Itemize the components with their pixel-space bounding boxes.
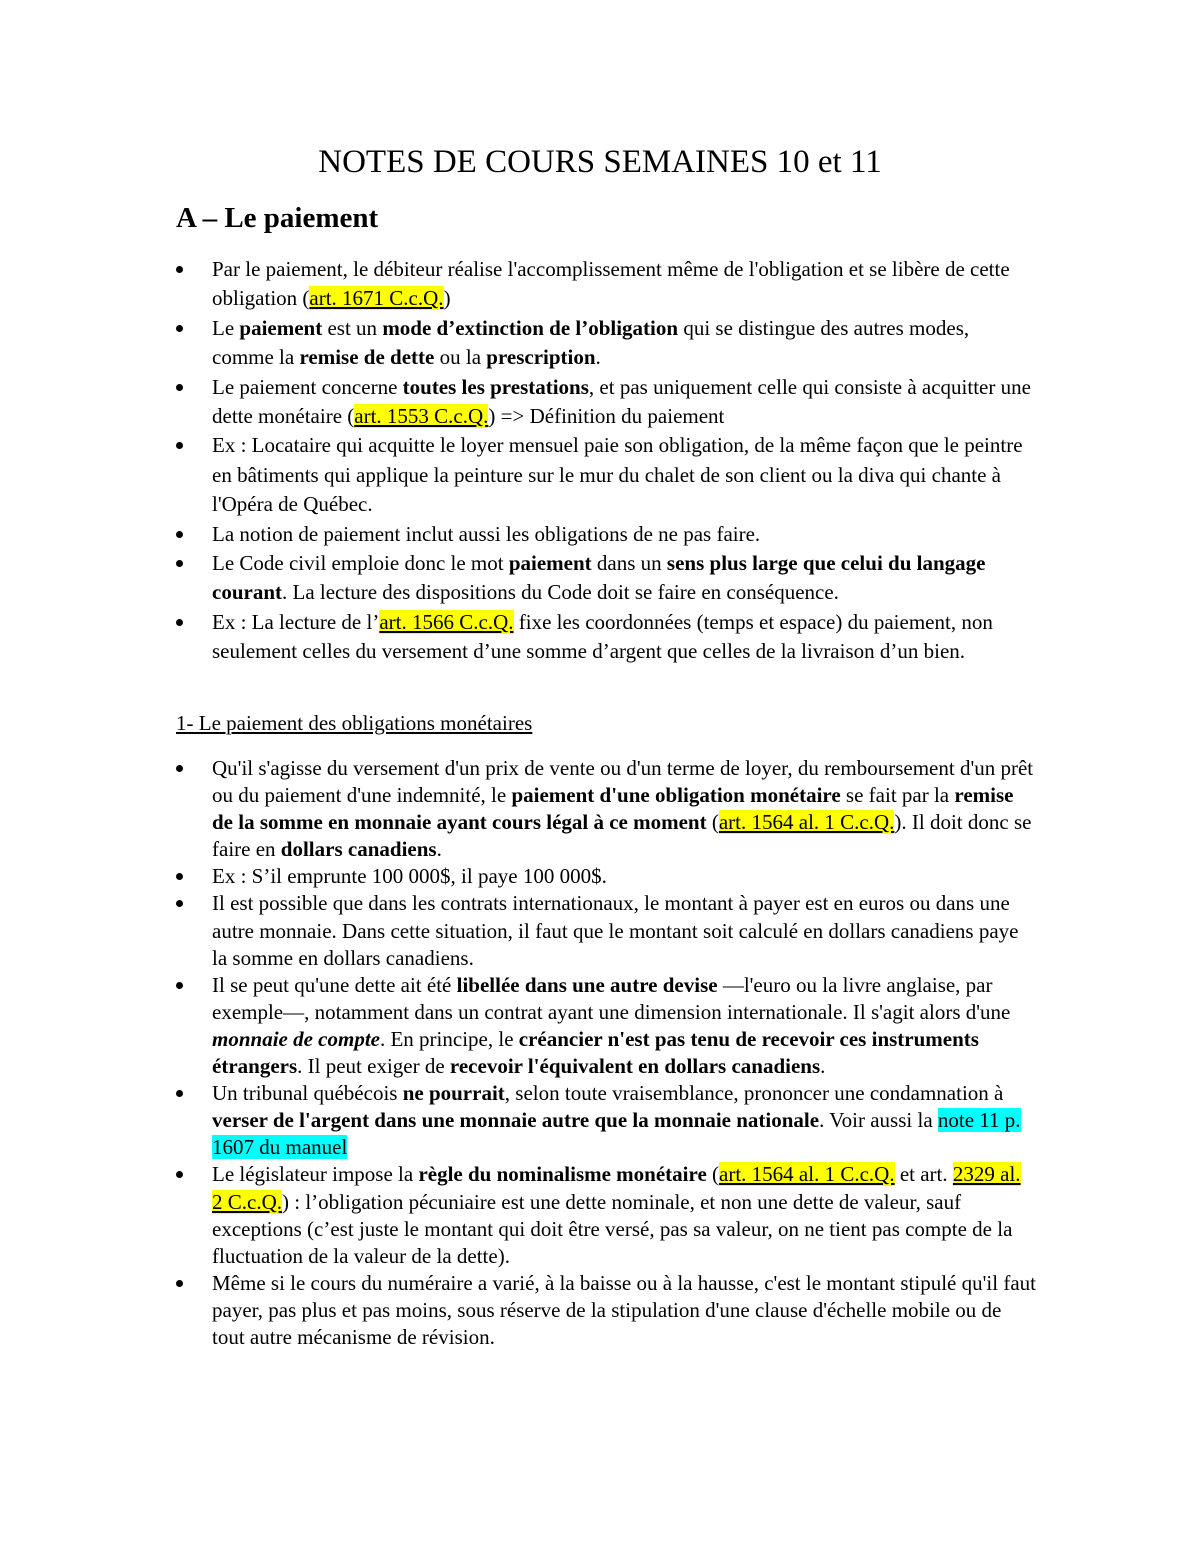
section-1-list	[176, 755, 1036, 1351]
manual-note-reference: note 11 p. 1607 du manuel	[212, 1108, 1021, 1160]
article-reference: art. 1553 C.c.Q.	[354, 404, 489, 429]
subsection-1-heading: 1- Le paiement des obligations monétaires	[176, 711, 533, 735]
list-item: Le paiement est un mode d’extinction de l’obligation qui se distingue des autres modes, comme la remise de dette ou la prescription.	[176, 314, 1036, 373]
document-title: NOTES DE COURS SEMAINES 10 et 11	[318, 144, 882, 180]
article-reference: art. 1564 al. 1 C.c.Q.	[719, 1162, 895, 1187]
list-item: Le paiement concerne toutes les prestations, et pas uniquement celle qui consiste à acquitter une dette monétaire (art. 1553 C.c.Q.) => Définition du paiement	[176, 373, 1036, 432]
list-item: La notion de paiement inclut aussi les obligations de ne pas faire.	[176, 520, 1036, 549]
section-a-list	[176, 255, 1036, 667]
list-item: Même si le cours du numéraire a varié, à la baisse ou à la hausse, c'est le montant stipulé qu'il faut payer, pas plus et pas moins, sous réserve de la stipulation d'une clause d'échelle mobile ou de tout autre mécanisme de révision.	[176, 1270, 1036, 1351]
list-item: Il est possible que dans les contrats internationaux, le montant à payer est en euros ou dans une autre monnaie. Dans cette situation, il faut que le montant soit calculé en dollars canadiens paye la somme en dollars canadiens.	[176, 890, 1036, 971]
list-item: Le législateur impose la règle du nominalisme monétaire (art. 1564 al. 1 C.c.Q. et art. 2329 al. 2 C.c.Q.) : l’obligation pécuniaire est une dette nominale, et non une dette de valeur, sauf exceptions (c’est juste le montant qui doit être versé, pas sa valeur, on ne tient pas compte de la fluctuation de la valeur de la dette).	[176, 1161, 1036, 1269]
list-item: Qu'il s'agisse du versement d'un prix de vente ou d'un terme de loyer, du remboursement d'un prêt ou du paiement d'une indemnité, le paiement d'une obligation monétaire se fait par la remise de la somme en monnaie ayant cours légal à ce moment (art. 1564 al. 1 C.c.Q.). Il doit donc se faire en dollars canadiens.	[176, 755, 1036, 863]
section-a-heading: A – Le paiement	[176, 202, 379, 234]
list-item: Ex : Locataire qui acquitte le loyer mensuel paie son obligation, de la même façon que le peintre en bâtiments qui applique la peinture sur le mur du chalet de son client ou la diva qui chante à l'Opéra de Québec.	[176, 431, 1036, 519]
list-item: Il se peut qu'une dette ait été libellée dans une autre devise —l'euro ou la livre anglaise, par exemple—, notamment dans un contrat ayant une dimension internationale. Il s'agit alors d'une monnaie de compte. En principe, le créancier n'est pas tenu de recevoir ces instruments étrangers. Il peut exiger de recevoir l'équivalent en dollars canadiens.	[176, 972, 1036, 1080]
article-reference: 2329 al. 2 C.c.Q.	[212, 1162, 1021, 1214]
list-item: Le Code civil emploie donc le mot paiement dans un sens plus large que celui du langage courant. La lecture des dispositions du Code doit se faire en conséquence.	[176, 549, 1036, 608]
list-item: Par le paiement, le débiteur réalise l'accomplissement même de l'obligation et se libère de cette obligation (art. 1671 C.c.Q.)	[176, 255, 1036, 314]
list-item: Ex : La lecture de l’art. 1566 C.c.Q. fixe les coordonnées (temps et espace) du paiement, non seulement celles du versement d’une somme d’argent que celles de la livraison d’un bien.	[176, 608, 1036, 667]
article-reference: art. 1564 al. 1 C.c.Q.	[718, 810, 895, 835]
list-item: Ex : S’il emprunte 100 000$, il paye 100 000$.	[176, 863, 1036, 890]
article-reference: art. 1671 C.c.Q.	[309, 286, 444, 311]
article-reference: art. 1566 C.c.Q.	[379, 609, 514, 634]
list-item: Un tribunal québécois ne pourrait, selon toute vraisemblance, prononcer une condamnation à verser de l'argent dans une monnaie autre que la monnaie nationale. Voir aussi la note 11 p. 1607 du manuel	[176, 1080, 1036, 1161]
